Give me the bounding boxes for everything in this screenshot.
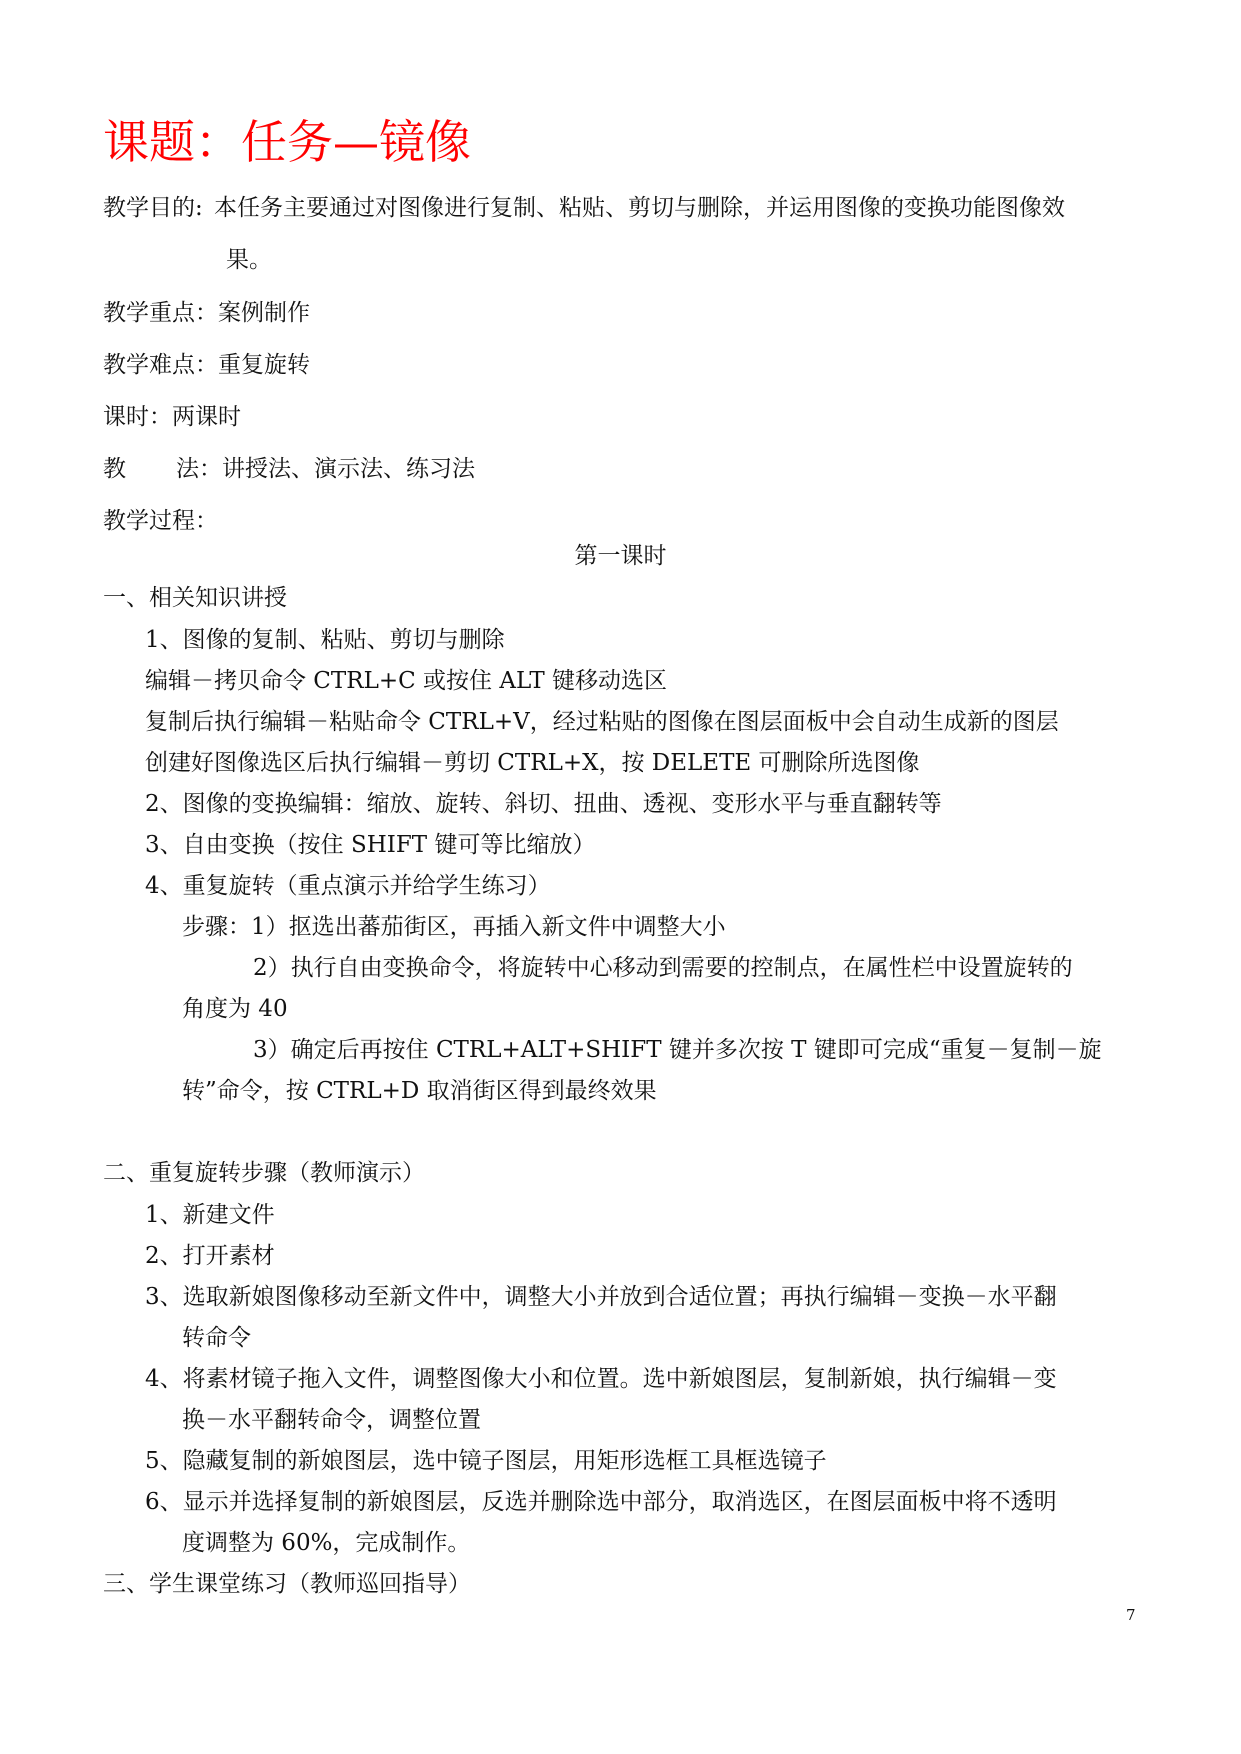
step-3-line1: 3）确定后再按住 CTRL+ALT+SHIFT 键并多次按 T 键即可完成“重复－复制－旋: [253, 1037, 1102, 1063]
step-1: 步骤：1）抠选出蕃茄街区，再插入新文件中调整大小: [182, 914, 726, 940]
page-number: 7: [1126, 1606, 1136, 1624]
step-2-line2: 角度为 40: [182, 996, 288, 1022]
section1-line: 4、重复旋转（重点演示并给学生练习）: [145, 873, 551, 899]
section2-item-cont: 转命令: [182, 1325, 251, 1351]
section2-heading: 二、重复旋转步骤（教师演示）: [103, 1160, 425, 1186]
section1-line: 2、图像的变换编辑：缩放、旋转、斜切、扭曲、透视、变形水平与垂直翻转等: [145, 791, 942, 817]
section2-item-cont: 换－水平翻转命令，调整位置: [182, 1407, 481, 1433]
section1-line: 1、图像的复制、粘贴、剪切与删除: [145, 627, 505, 653]
section2-item-cont: 度调整为 60%，完成制作。: [182, 1530, 471, 1556]
objective-label: 教学目的:: [103, 195, 203, 221]
method-label: 教: [103, 456, 126, 482]
lesson-hours: 课时：两课时: [103, 404, 241, 430]
section2-item: 2、打开素材: [145, 1243, 275, 1269]
method-text: 法：讲授法、演示法、练习法: [176, 456, 475, 482]
section3-heading: 三、学生课堂练习（教师巡回指导）: [103, 1571, 471, 1597]
section1-line: 复制后执行编辑－粘贴命令 CTRL+V，经过粘贴的图像在图层面板中会自动生成新的图层: [145, 709, 1059, 735]
section1-line: 3、自由变换（按住 SHIFT 键可等比缩放）: [145, 832, 596, 858]
section2-item: 4、将素材镜子拖入文件，调整图像大小和位置。选中新娘图层，复制新娘，执行编辑－变: [145, 1366, 1057, 1392]
objective-text-line2: 果。: [226, 247, 272, 273]
step-3-line2: 转”命令，按 CTRL+D 取消街区得到最终效果: [182, 1078, 657, 1104]
first-lesson-heading: 第一课时: [574, 543, 667, 569]
difficulty: 教学难点：重复旋转: [103, 352, 310, 378]
section2-item: 3、选取新娘图像移动至新文件中，调整大小并放到合适位置；再执行编辑－变换－水平翻: [145, 1284, 1057, 1310]
lesson-title: 课题：任务—镜像: [103, 115, 471, 169]
objective-text-line1: 本任务主要通过对图像进行复制、粘贴、剪切与删除，并运用图像的变换功能图像效: [214, 195, 1065, 221]
key-point: 教学重点：案例制作: [103, 300, 310, 326]
section1-line: 创建好图像选区后执行编辑－剪切 CTRL+X，按 DELETE 可删除所选图像: [145, 750, 920, 776]
section2-item: 6、显示并选择复制的新娘图层，反选并删除选中部分，取消选区，在图层面板中将不透明: [145, 1489, 1057, 1515]
section1-line: 编辑－拷贝命令 CTRL+C 或按住 ALT 键移动选区: [145, 668, 667, 694]
section2-item: 5、隐藏复制的新娘图层，选中镜子图层，用矩形选框工具框选镜子: [145, 1448, 827, 1474]
section1-heading: 一、相关知识讲授: [103, 585, 287, 611]
section2-item: 1、新建文件: [145, 1202, 275, 1228]
step-2-line1: 2）执行自由变换命令，将旋转中心移动到需要的控制点，在属性栏中设置旋转的: [253, 955, 1073, 981]
process-label: 教学过程：: [103, 508, 218, 534]
